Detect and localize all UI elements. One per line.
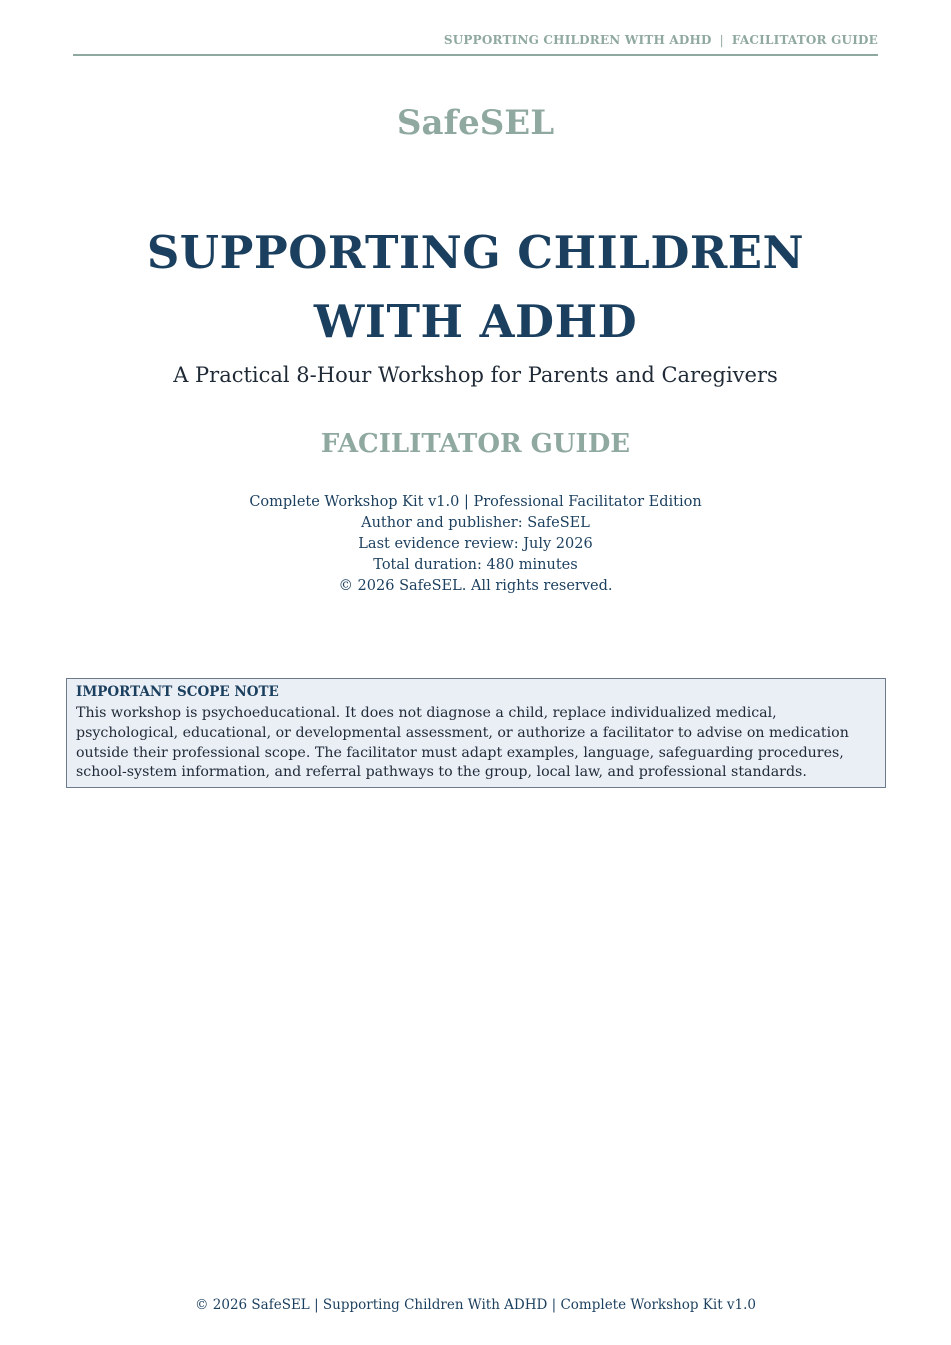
title-line-2: WITH ADHD bbox=[313, 295, 638, 348]
scope-note-box bbox=[66, 678, 886, 788]
document-subtitle: A Practical 8-Hour Workshop for Parents and Caregivers bbox=[173, 363, 778, 387]
title-line-1: SUPPORTING CHILDREN bbox=[146, 226, 805, 279]
meta-edition: Complete Workshop Kit v1.0 | Professional Facilitator Edition bbox=[249, 494, 702, 510]
header-document-title: SUPPORTING CHILDREN WITH ADHD bbox=[443, 33, 712, 47]
document-metadata bbox=[0, 492, 951, 597]
scope-note-heading: IMPORTANT SCOPE NOTE bbox=[76, 684, 279, 700]
meta-review-date: Last evidence review: July 2026 bbox=[358, 536, 593, 552]
scope-note-body: This workshop is psychoeducational. It does not diagnose a child, replace individualized medical, psychological, educational, or developmental assessment, or authorize a facilitator to advise on medication outside their professional scope. The facilitator must adapt examples, language, safeguarding procedures, school-system information, and referral pathways to the group, local law, and professional standards. bbox=[76, 705, 849, 781]
guide-label: FACILITATOR GUIDE bbox=[320, 429, 631, 459]
meta-copyright: © 2026 SafeSEL. All rights reserved. bbox=[338, 578, 613, 594]
running-header bbox=[73, 33, 878, 56]
running-footer: © 2026 SafeSEL | Supporting Children With ADHD | Complete Workshop Kit v1.0 bbox=[194, 1297, 757, 1313]
brand-name: SafeSEL bbox=[396, 103, 555, 143]
meta-duration: Total duration: 480 minutes bbox=[373, 557, 578, 573]
header-separator: | bbox=[719, 33, 724, 47]
document-title bbox=[100, 218, 851, 356]
header-section-title: FACILITATOR GUIDE bbox=[731, 33, 878, 47]
meta-author: Author and publisher: SafeSEL bbox=[361, 515, 590, 531]
